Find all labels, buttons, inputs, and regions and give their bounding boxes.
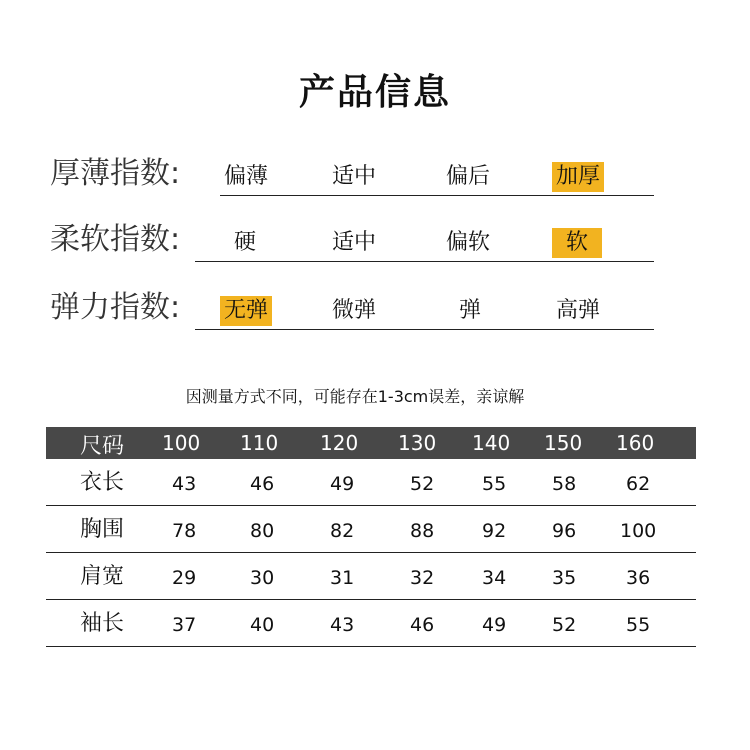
- elasticity-index-row: [50, 280, 660, 330]
- thickness-option-rather-thick: 偏后: [446, 164, 491, 189]
- table-cell: 35: [552, 567, 577, 589]
- table-cell: 36: [626, 567, 651, 589]
- header-cell: 100: [162, 431, 201, 455]
- table-cell: 29: [172, 567, 197, 589]
- table-cell: 49: [482, 614, 507, 636]
- table-cell: 78: [172, 520, 197, 542]
- page-title: 产品信息: [298, 72, 451, 113]
- row-label: 胸围: [80, 517, 125, 542]
- header-cell-size: 尺码: [80, 434, 125, 459]
- softness-option-hard: 硬: [234, 230, 257, 255]
- table-row: [46, 600, 696, 647]
- table-cell: 52: [552, 614, 577, 636]
- elasticity-underline: [195, 329, 654, 330]
- table-cell: 40: [250, 614, 275, 636]
- softness-index-row: [50, 212, 660, 262]
- size-table: [46, 427, 696, 647]
- table-cell: 100: [620, 520, 657, 542]
- elasticity-option-elastic: 弹: [459, 298, 482, 323]
- elasticity-index-label: 弹力指数:: [50, 290, 181, 325]
- softness-index-label: 柔软指数:: [50, 222, 181, 257]
- table-cell: 49: [330, 473, 355, 495]
- thickness-underline: [220, 195, 654, 196]
- thickness-option-medium: 适中: [332, 164, 377, 189]
- table-cell: 52: [410, 473, 435, 495]
- header-cell: 150: [544, 431, 583, 455]
- row-label: 衣长: [80, 470, 125, 495]
- elasticity-option-high: 高弹: [556, 298, 601, 323]
- header-cell: 130: [398, 431, 437, 455]
- table-cell: 46: [410, 614, 435, 636]
- table-cell: 43: [330, 614, 355, 636]
- table-cell: 58: [552, 473, 577, 495]
- row-label: 肩宽: [80, 564, 125, 589]
- table-cell: 80: [250, 520, 275, 542]
- table-cell: 88: [410, 520, 435, 542]
- header-cell: 160: [616, 431, 655, 455]
- table-cell: 34: [482, 567, 507, 589]
- table-cell: 55: [626, 614, 651, 636]
- table-cell: 31: [330, 567, 355, 589]
- table-cell: 43: [172, 473, 197, 495]
- row-label: 袖长: [80, 611, 125, 636]
- table-cell: 96: [552, 520, 577, 542]
- table-cell: 30: [250, 567, 275, 589]
- elasticity-option-slight: 微弹: [332, 298, 377, 323]
- header-cell: 120: [320, 431, 359, 455]
- softness-underline: [195, 261, 654, 262]
- table-cell: 32: [410, 567, 435, 589]
- thickness-option-thick: 加厚: [552, 162, 604, 192]
- table-cell: 46: [250, 473, 275, 495]
- table-cell: 62: [626, 473, 651, 495]
- softness-option-soft: 软: [552, 228, 602, 258]
- header-cell: 140: [472, 431, 511, 455]
- measurement-note: 因测量方式不同，可能存在1-3cm误差，亲谅解: [185, 387, 525, 406]
- table-row: [46, 459, 696, 506]
- thickness-index-row: [50, 146, 660, 196]
- header-cell: 110: [240, 431, 279, 455]
- elasticity-option-none: 无弹: [220, 296, 272, 326]
- thickness-option-thin: 偏薄: [224, 164, 269, 189]
- table-cell: 37: [172, 614, 197, 636]
- table-cell: 55: [482, 473, 507, 495]
- table-cell: 92: [482, 520, 507, 542]
- table-cell: 82: [330, 520, 355, 542]
- thickness-index-label: 厚薄指数:: [50, 156, 181, 191]
- size-table-header: [46, 427, 696, 459]
- table-row: [46, 553, 696, 600]
- softness-option-rather-soft: 偏软: [446, 230, 491, 255]
- table-row: [46, 506, 696, 553]
- softness-option-medium: 适中: [332, 230, 377, 255]
